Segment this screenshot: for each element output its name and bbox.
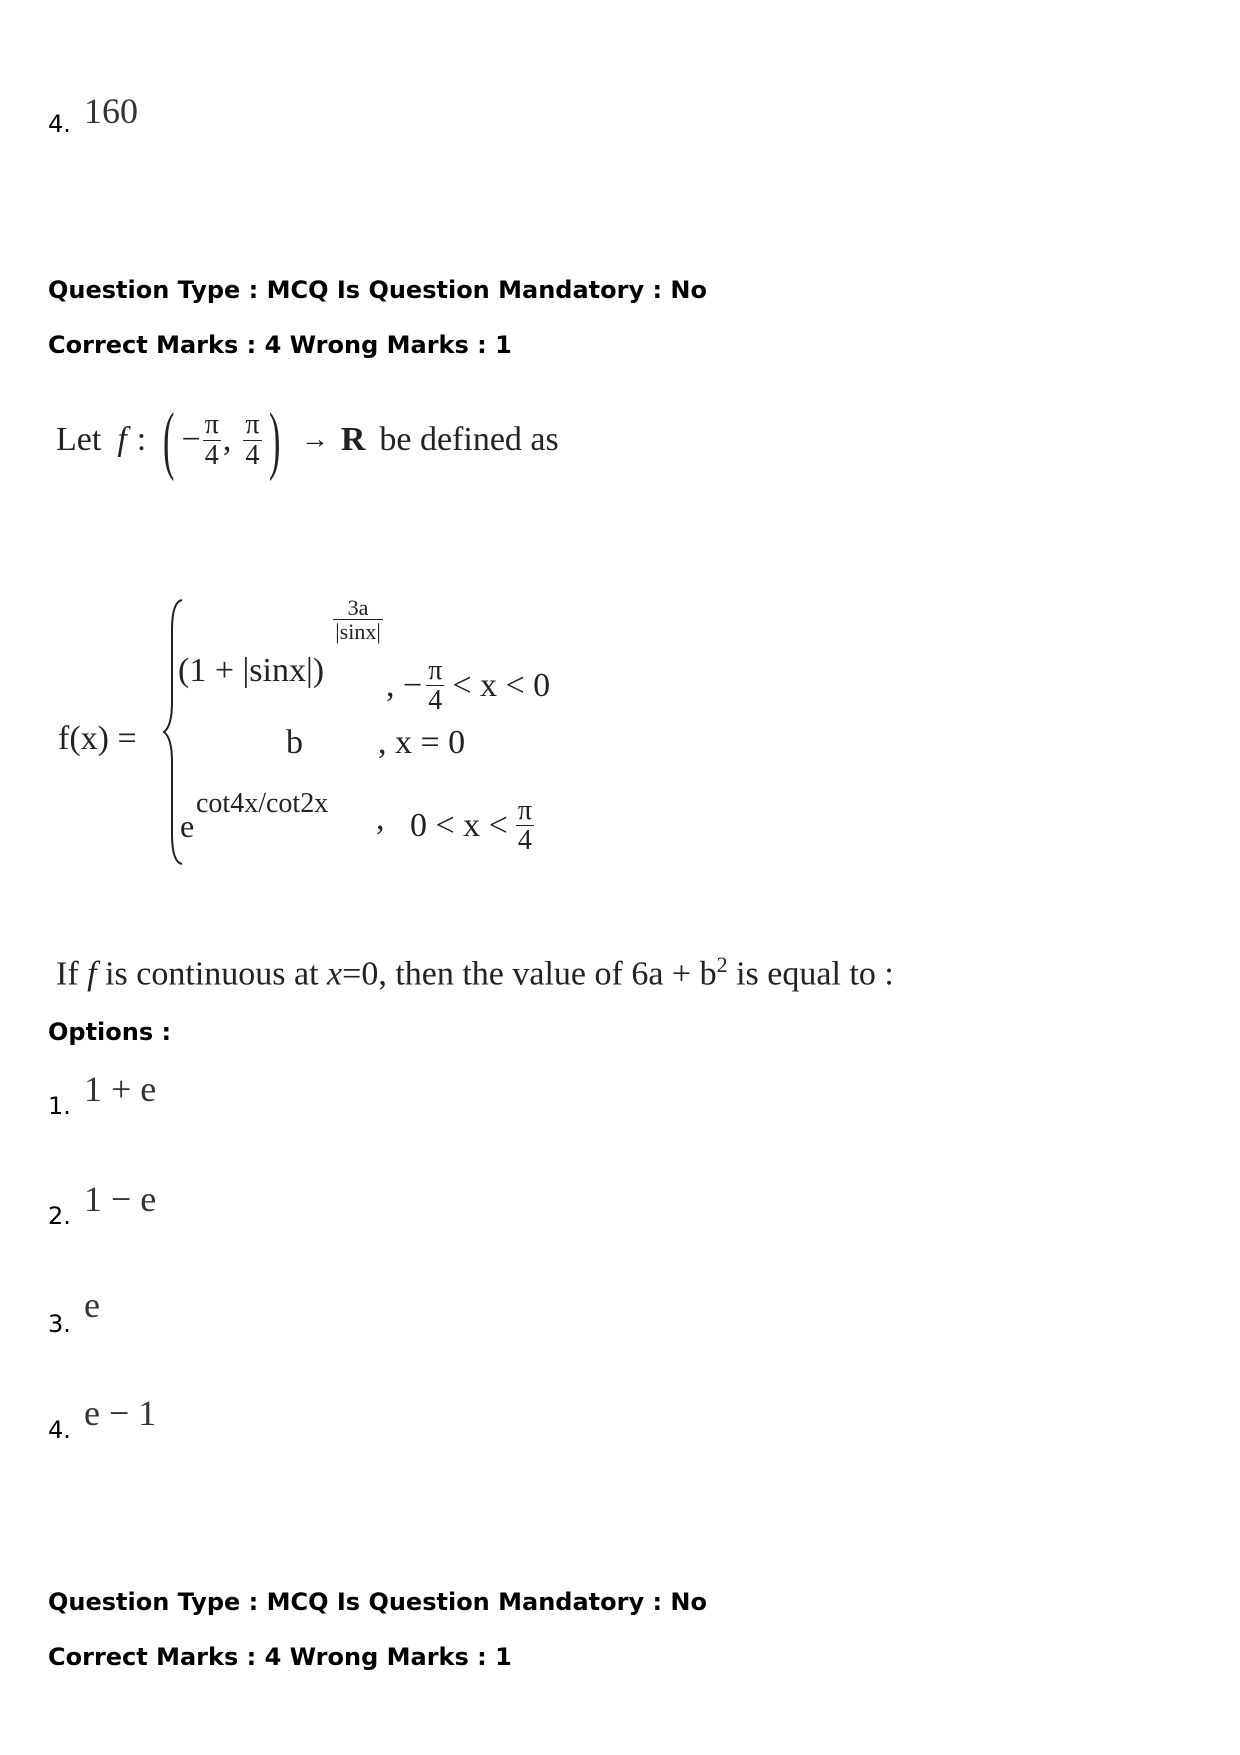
next-question-type-line: Question Type : MCQ Is Question Mandatory : No [48,1588,707,1616]
case1-exponent: $\frac{3a}{|\sin x|}$ [333,596,383,643]
interval-right-fraction: $\frac{\pi}{4}$ [245,409,260,471]
open-paren: ( [163,398,175,482]
option-number: 4. [48,1416,71,1444]
comma: , [222,421,232,458]
option-number: 1. [48,1092,71,1120]
let-word: Let [56,421,102,458]
option-number: 2. [48,1202,71,1230]
next-marks-line: Correct Marks : 4 Wrong Marks : 1 [48,1643,512,1671]
close-paren: ) [268,398,280,482]
case2-condition: , x = 0 [378,724,466,761]
interval-left-fraction: $\frac{\pi}{4}$ [204,409,219,471]
case3-base: e [180,808,195,844]
prev-option-value: 160 [84,91,138,131]
piecewise-lhs: f(x) = [58,720,137,757]
reals-symbol: R [340,421,366,458]
option-3[interactable] [48,1284,448,1344]
case3-comma: , [376,800,385,837]
case3-exponent: cot4x/cot2x [196,788,329,819]
question-stem: If f is continuous at x=0, then the value of $6a + b^2$ is equal to : [56,952,894,993]
question-intro [56,398,559,482]
case2-value: b [286,724,303,761]
case3-condition: 0 < x < $\frac{\pi}{4}$ [410,795,532,857]
option-value: 1 + e [84,1069,157,1109]
question-type-line: Question Type : MCQ Is Question Mandatory : No [48,276,707,304]
option-2[interactable] [48,1178,448,1238]
defined-as-text: be defined as [379,421,559,458]
options-label: Options : [48,1018,172,1046]
function-f: f [117,421,127,458]
option-value: 1 − e [84,1179,157,1219]
minus-sign: − [181,421,201,458]
option-4[interactable] [48,1392,448,1452]
option-1[interactable] [48,1068,448,1128]
prev-option-number: 4. [48,110,71,138]
case1-base: (1 + |sinx|) [178,652,325,689]
option-number: 3. [48,1310,71,1338]
colon: : [136,421,147,458]
case1-condition: , − $\frac{\pi}{4}$ < x < 0 [386,655,551,717]
maps-to-arrow: → [300,424,329,455]
marks-line: Correct Marks : 4 Wrong Marks : 1 [48,331,512,359]
option-value: e [84,1285,100,1325]
option-value: e − 1 [84,1393,157,1433]
